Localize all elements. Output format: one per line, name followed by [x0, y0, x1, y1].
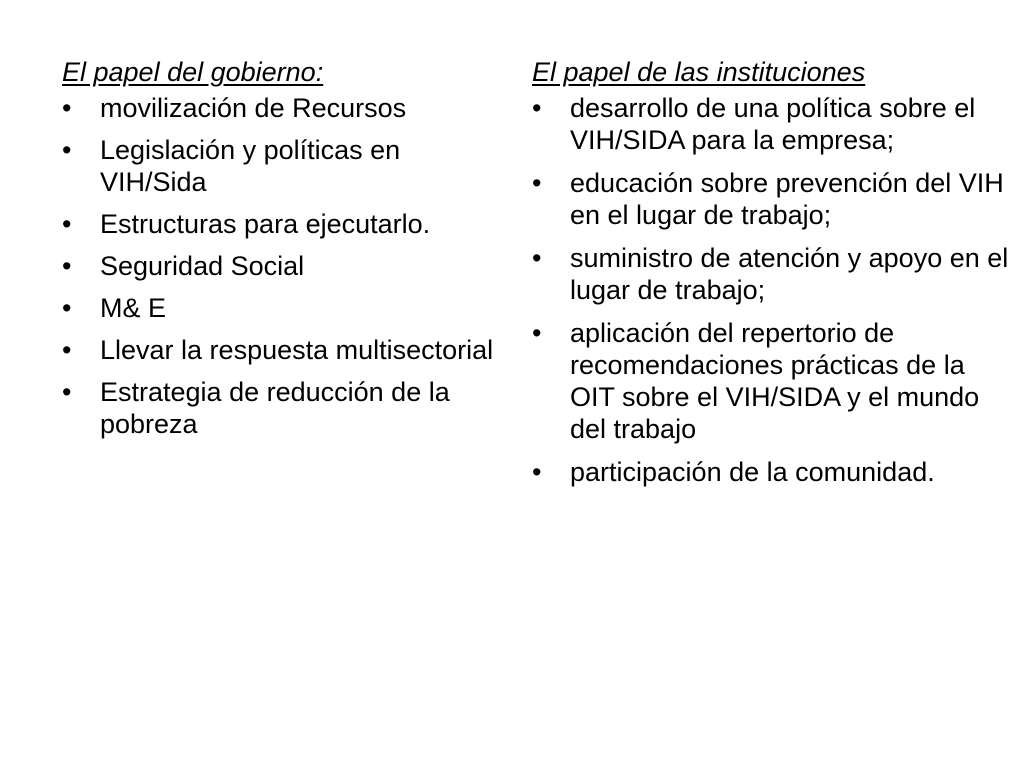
list-item: • aplicación del repertorio de recomendaciones prácticas de la OIT sobre el VIH/SIDA y el mundo del trabajo — [532, 317, 1012, 445]
list-item: • Llevar la respuesta multisectorial — [62, 334, 502, 366]
list-item: • Estructuras para ejecutarlo. — [62, 208, 502, 240]
list-item: • desarrollo de una política sobre el VIH/SIDA para la empresa; — [532, 92, 1012, 156]
list-item: • suministro de atención y apoyo en el lugar de trabajo; — [532, 242, 1012, 306]
list-item: • Legislación y políticas en VIH/Sida — [62, 134, 502, 198]
government-role-column — [62, 54, 502, 450]
list-item: • movilización de Recursos — [62, 92, 502, 124]
list-item: • M& E — [62, 292, 502, 324]
government-role-list — [62, 92, 502, 440]
list-item: • participación de la comunidad. — [532, 456, 1012, 488]
institutions-role-column — [532, 54, 1012, 499]
government-role-heading: El papel del gobierno: — [62, 57, 324, 87]
list-item: • Estrategia de reducción de la pobreza — [62, 376, 502, 440]
list-item: • educación sobre prevención del VIH en el lugar de trabajo; — [532, 167, 1012, 231]
institutions-role-heading: El papel de las instituciones — [532, 57, 866, 87]
institutions-role-list — [532, 92, 1012, 488]
list-item: • Seguridad Social — [62, 250, 502, 282]
